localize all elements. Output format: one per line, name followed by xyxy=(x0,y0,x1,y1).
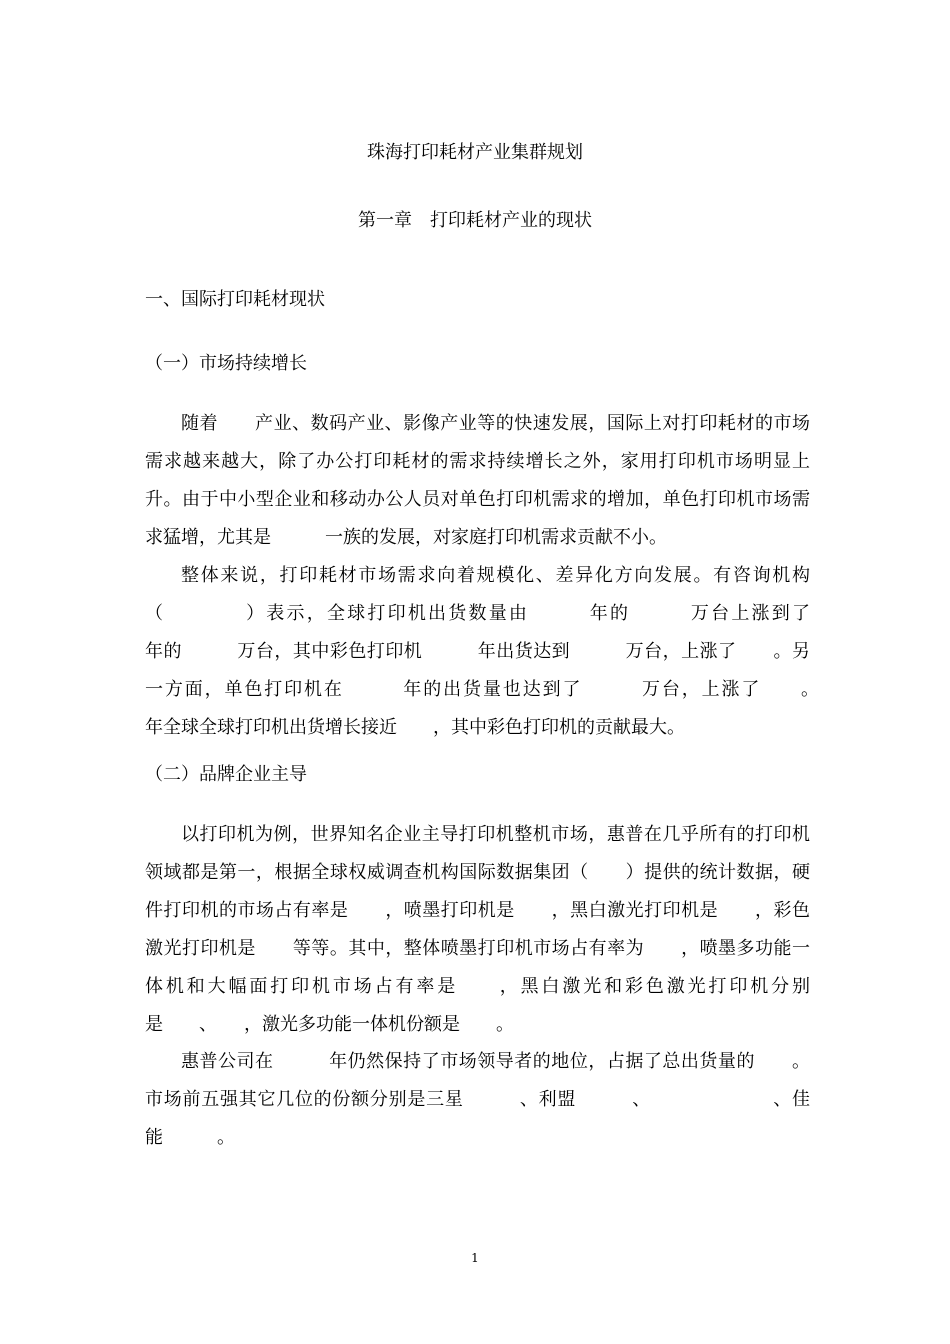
paragraph-market-demand: 随着 产业、数码产业、影像产业等的快速发展，国际上对打印耗材的市场需求越来越大，除了办公打印耗材的需求持续增长之外，家用打印机市场明显上升。由于中小型企业和移动办公人员对单色打印机需求的增加，单色打印机市场需求猛增，尤其是 一族的发展，对家庭打印机需求贡献不小。 xyxy=(145,413,810,548)
subsection-heading-market-growth: （一）市场持续增长 xyxy=(145,353,307,374)
chapter-title: 第一章 打印耗材产业的现状 xyxy=(358,210,592,231)
subsection-heading-brand-leadership: （二）品牌企业主导 xyxy=(145,764,307,785)
document-title: 珠海打印耗材产业集群规划 xyxy=(367,142,583,163)
section-heading: 一、国际打印耗材现状 xyxy=(145,289,325,310)
page-number: 1 xyxy=(471,1251,479,1265)
paragraph-top-five-brands: 惠普公司在 年仍然保持了市场领导者的地位，占据了总出货量的 。市场前五强其它几位的份额分别是三星 、利盟 、 、佳能 。 xyxy=(145,1051,810,1148)
paragraph-shipment-trends: 整体来说，打印耗材市场需求向着规模化、差异化方向发展。有咨询机构（ ）表示，全球打印机出货数量由 年的 万台上涨到了 年的 万台，其中彩色打印机 年出货达到 万台，上涨了 。另一方面，单色打印机在 年的出货量也达到了 万台，上涨了 。 年全球全球打印机出货增长接近 ，其中彩色打印机的贡献最大。 xyxy=(145,565,864,738)
paragraph-market-share: 以打印机为例，世界知名企业主导打印机整机市场，惠普在几乎所有的打印机领域都是第一，根据全球权威调查机构国际数据集团（ ）提供的统计数据，硬件打印机的市场占有率是 ，喷墨打印机是 ，黑白激光打印机是 ，彩色激光打印机是 等等。其中，整体喷墨打印机市场占有率为 ，喷墨多功能一体机和大幅面打印机市场占有率是 ，黑白激光和彩色激光打印机分别是 、 ，激光多功能一体机份额是 。 xyxy=(145,824,810,1035)
